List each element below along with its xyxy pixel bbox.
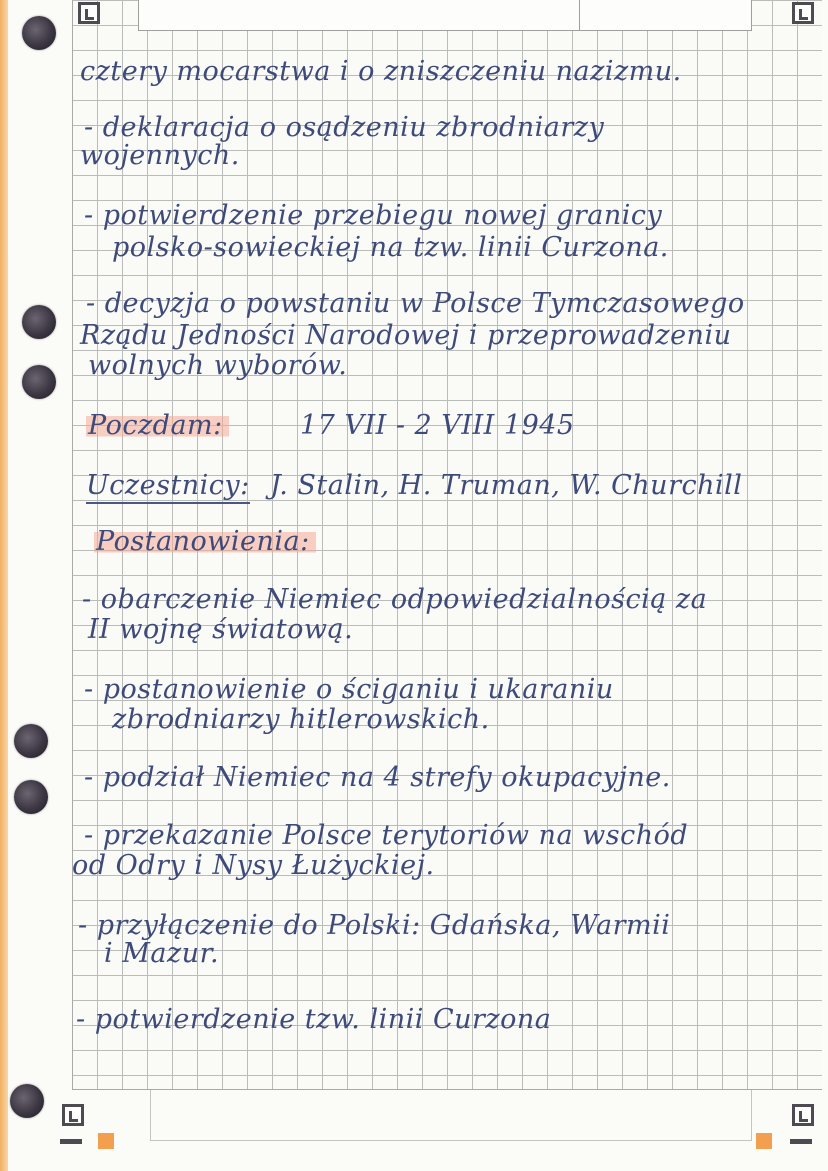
- bullet-line: - postanowienie o ściganiu i ukaraniu: [84, 674, 614, 705]
- bullet-line: - obarczenie Niemiec odpowiedzialnością za: [82, 584, 708, 615]
- bullet-line: - podział Niemiec na 4 strefy okupacyjne.: [84, 762, 671, 793]
- bullet-line: - deklaracja o osądzeniu zbrodniarzy: [84, 112, 605, 143]
- binder-hole-icon: [14, 724, 48, 758]
- note-line: od Odry i Nysy Łużyckiej.: [72, 850, 435, 881]
- dash-mark-left: [60, 1139, 82, 1144]
- note-line: wojennych.: [80, 140, 240, 171]
- corner-mark-top-right-icon: [792, 2, 814, 24]
- footer-box: [150, 1090, 752, 1141]
- header-box: [138, 0, 752, 31]
- corner-mark-bottom-left-icon: [62, 1104, 84, 1126]
- binder-hole-icon: [14, 780, 48, 814]
- bullet-line: - przekazanie Polsce terytoriów na wschód: [84, 820, 689, 851]
- bullet-line: - przyłączenie do Polski: Gdańska, Warmii: [78, 910, 671, 941]
- binder-hole-icon: [10, 1084, 44, 1118]
- note-line: Rządu Jedności Narodowej i przeprowadzeniu: [80, 320, 732, 351]
- corner-mark-bottom-right-icon: [792, 1104, 814, 1126]
- decisions-label: Postanowienia:: [94, 526, 316, 557]
- corner-mark-top-left-icon: [78, 2, 100, 24]
- page-edge-strip: [0, 0, 8, 1171]
- note-line: zbrodniarzy hitlerowskich.: [112, 704, 490, 735]
- participants-list: J. Stalin, H. Truman, W. Churchill: [270, 470, 743, 501]
- orange-marker-left: [98, 1133, 114, 1149]
- note-line: wolnych wyborów.: [88, 350, 348, 381]
- participants-label: [86, 470, 250, 501]
- binder-hole-icon: [22, 365, 56, 399]
- note-line: cztery mocarstwa i o zniszczeniu nazizmu.: [80, 56, 682, 87]
- decisions-heading: [94, 526, 316, 557]
- note-line: i Mazur.: [104, 938, 220, 969]
- potsdam-label: Poczdam:: [86, 410, 229, 441]
- potsdam-dates: 17 VII - 2 VIII 1945: [300, 410, 575, 441]
- bullet-line: - potwierdzenie tzw. linii Curzona: [76, 1004, 552, 1035]
- bullet-line: - decyzja o powstaniu w Polsce Tymczasowego: [86, 288, 745, 319]
- note-line: II wojnę światową.: [88, 614, 354, 645]
- binder-hole-icon: [22, 305, 56, 339]
- participants-heading: Uczestnicy:: [86, 470, 250, 504]
- header-box-divider: [579, 0, 580, 30]
- orange-marker-right: [756, 1133, 772, 1149]
- dash-mark-right: [790, 1139, 812, 1144]
- note-line: polsko-sowieckiej na tzw. linii Curzona.: [112, 232, 669, 263]
- binder-hole-icon: [22, 16, 56, 50]
- bullet-line: - potwierdzenie przebiegu nowej granicy: [84, 200, 663, 231]
- section-heading-potsdam: [86, 410, 229, 441]
